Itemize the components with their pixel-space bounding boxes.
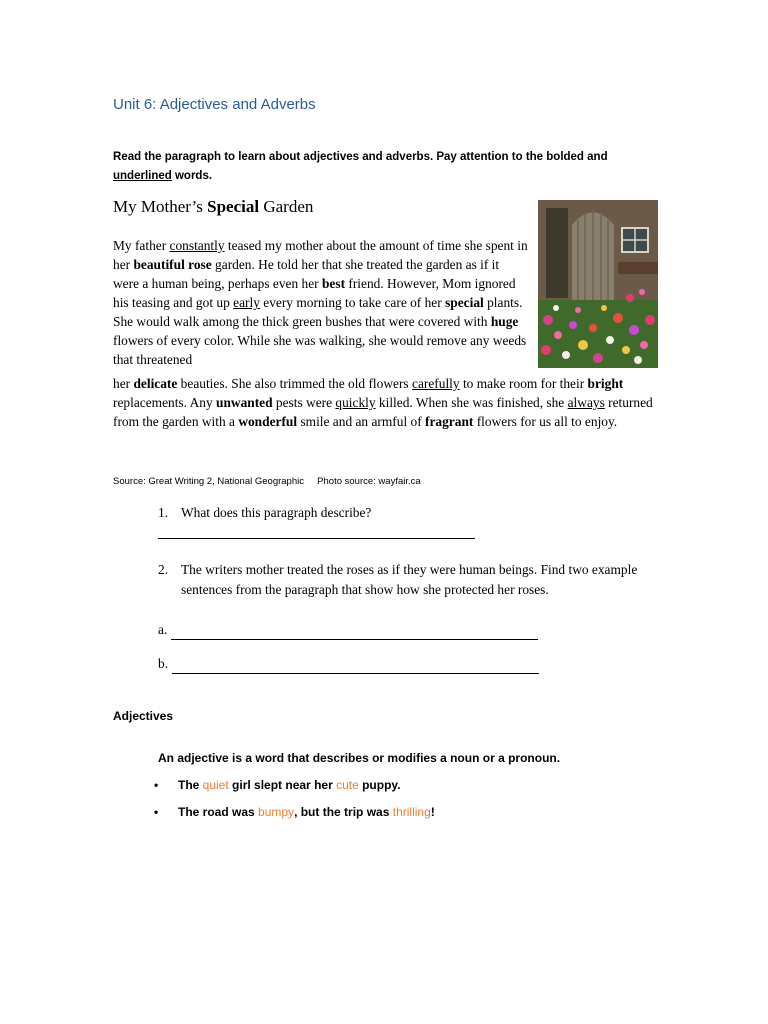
unit-title: Unit 6: Adjectives and Adverbs	[113, 96, 316, 113]
example-text: The	[178, 778, 203, 792]
paragraph-underlined-word: quickly	[335, 395, 376, 410]
bullet-icon: •	[154, 778, 159, 792]
paragraph-text: friend. However, Mom ignored his teasing and got up	[113, 276, 516, 310]
example-2	[154, 805, 435, 819]
instructions-line1: Read the paragraph to learn about adjectives and adverbs. Pay attention to the bolded and	[113, 151, 608, 163]
paragraph-text: to make room for their	[459, 376, 588, 391]
garden-photo-icon	[538, 200, 658, 368]
story-title	[113, 197, 313, 217]
paragraph-text: beauties. She also trimmed the old flowers	[177, 376, 412, 391]
paragraph-underlined-word: carefully	[412, 376, 460, 391]
paragraph-text: plants. She would walk among the thick green bushes that were covered with	[113, 295, 523, 329]
answer-a	[158, 620, 538, 640]
paragraph-bold-word: best	[321, 276, 346, 291]
adjectives-heading: Adjectives	[113, 709, 174, 723]
example-1	[154, 778, 401, 792]
paragraph-bold-word: special	[445, 295, 484, 310]
example-highlighted-word: bumpy	[258, 805, 295, 819]
garden-photo	[538, 200, 658, 368]
answer-b-label: b.	[158, 656, 169, 671]
question-2-number: 2.	[158, 562, 169, 577]
story-title-bold: Special	[207, 197, 260, 216]
paragraph-text: flowers of every color. While she was walking, she would remove any weeds that threatened	[113, 333, 527, 367]
story-paragraph-part2	[113, 374, 658, 431]
paragraph-underlined-word: constantly	[169, 238, 225, 253]
example-text: puppy.	[358, 778, 401, 792]
example-1-text	[178, 778, 401, 792]
paragraph-underlined-word: always	[567, 395, 605, 410]
source-credit: Source: Great Writing 2, National Geographic Photo source: wayfair.ca	[113, 476, 421, 487]
question-2-text: The writers mother treated the roses as if they were human beings. Find two example sentences from the paragraph that show how she protected her roses.	[181, 562, 638, 597]
answer-b	[158, 654, 539, 674]
answer-b-line[interactable]	[172, 659, 539, 674]
paragraph-text: her	[113, 376, 134, 391]
question-1-text: What does this paragraph describe?	[181, 505, 372, 520]
paragraph-text: every morning to take care of her	[259, 295, 446, 310]
paragraph-text: garden. He told her that she treated the garden as if it were a human being, perhaps even her	[113, 257, 500, 291]
paragraph-bold-word: fragrant	[425, 414, 474, 429]
paragraph-underlined-word: early	[233, 295, 260, 310]
question-1-answer-line[interactable]	[158, 538, 475, 539]
instructions	[113, 148, 653, 186]
paragraph-bold-word: wonderful	[238, 414, 298, 429]
question-2	[158, 560, 658, 600]
example-highlighted-word: cute	[336, 778, 359, 792]
adjective-definition: An adjective is a word that describes or modifies a noun or a pronoun.	[158, 751, 561, 765]
paragraph-text: returned from the garden with a	[113, 395, 653, 429]
example-text: girl slept near her	[228, 778, 337, 792]
example-highlighted-word: thrilling	[392, 805, 431, 819]
paragraph-bold-word: delicate	[133, 376, 178, 391]
paragraph-bold-word: beautiful rose	[133, 257, 212, 272]
story-paragraph-part1	[113, 236, 528, 369]
paragraph-text: smile and an armful of	[297, 414, 426, 429]
paragraph-text: My father	[113, 238, 170, 253]
paragraph-text: teased my mother about the amount of time she spent in her	[113, 238, 528, 272]
answer-a-line[interactable]	[171, 625, 538, 640]
instructions-underlined-word: underlined	[113, 170, 172, 182]
example-text: The road was	[178, 805, 259, 819]
paragraph-bold-word: unwanted	[216, 395, 273, 410]
question-1	[158, 503, 371, 523]
bullet-icon: •	[154, 805, 159, 819]
paragraph-text: flowers for us all to enjoy.	[473, 414, 618, 429]
example-2-text	[178, 805, 435, 819]
instructions-line2-end: words.	[171, 170, 213, 182]
answer-a-label: a.	[158, 622, 168, 637]
story-title-post: Garden	[259, 197, 314, 216]
example-highlighted-word: quiet	[202, 778, 229, 792]
paragraph-text: killed. When she was finished, she	[375, 395, 568, 410]
paragraph-text: pests were	[272, 395, 336, 410]
example-text: !	[430, 805, 435, 819]
paragraph-bold-word: huge	[490, 314, 519, 329]
story-title-pre: My Mother’s	[113, 197, 208, 216]
paragraph-bold-word: bright	[587, 376, 624, 391]
example-text: , but the trip was	[294, 805, 393, 819]
paragraph-text: replacements. Any	[113, 395, 216, 410]
question-1-number: 1.	[158, 505, 169, 520]
